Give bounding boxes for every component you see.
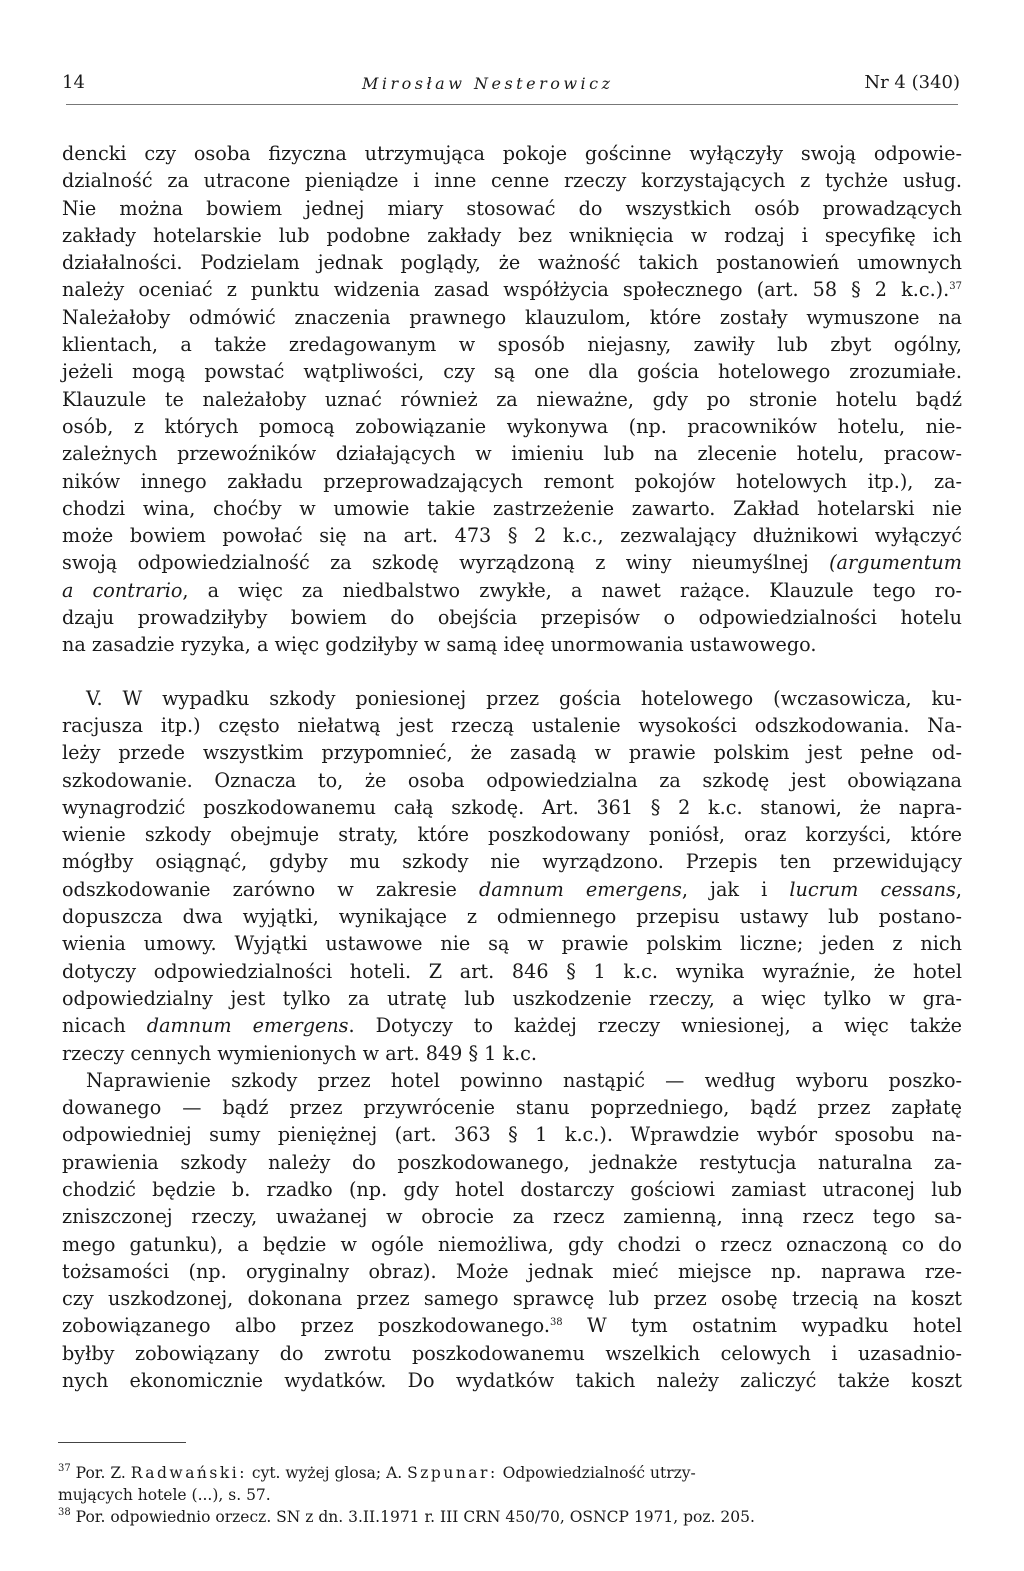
- text-run: W tym ostatnim wypadku hotel: [562, 1314, 962, 1338]
- text-line: dotyczy odpowiedzialności hoteli. Z art. 846 § 1 k.c. wynika wyraźnie, że hotel: [62, 959, 962, 983]
- footnote-37-cont: mujących hotele (...), s. 57.: [58, 1486, 271, 1504]
- text-line: zakłady hotelarskie lub podobne zakłady bez wniknięcia w rodzaj i specyfikę ich: [62, 223, 962, 247]
- text-line: dowanego — bądź przez przywrócenie stanu poprzedniego, bądź przez zapłatę: [62, 1096, 962, 1120]
- text-line: szkodowanie. Oznacza to, że osoba odpowiedzialna za szkodę jest obowiązana: [62, 768, 962, 792]
- footnote-ref-38[interactable]: 38: [549, 1317, 563, 1329]
- text-run: odszkodowanie zarówno w zakresie: [62, 877, 457, 901]
- text-line: czy uszkodzonej, dokonana przez samego sprawcę lub przez osobę trzecią na koszt: [62, 1287, 962, 1311]
- text-line: tożsamości (np. oryginalny obraz). Może jednak mieć miejsce np. naprawa rze-: [62, 1259, 962, 1283]
- cited-author: Szpunar:: [407, 1464, 498, 1482]
- text-line: prawienia szkody należy do poszkodowanego, jednakże restytucja naturalna za-: [62, 1150, 962, 1174]
- text-line: odpowiedzialny jest tylko za utratę lub uszkodzenie rzeczy, a więc tylko w gra-: [62, 986, 962, 1010]
- text-line: działalności. Podzielam jednak poglądy, że ważność takich postanowień umownych: [62, 251, 962, 275]
- cited-author: Radwański:: [130, 1464, 247, 1482]
- text-line: klientach, a także zredagowanym w sposób niejasny, zawiły lub zbyt ogólny,: [62, 333, 962, 357]
- text-line: może bowiem powołać się na art. 473 § 2 k.c., zezwalający dłużnikowi wyłączyć: [62, 524, 962, 548]
- latin-phrase: damnum emergens: [478, 877, 682, 901]
- paragraph-gap: [62, 659, 962, 685]
- text-run: . Dotyczy to każdej rzeczy wniesionej, a więc także: [348, 1014, 962, 1038]
- text-line: zależnych przewoźników działających w imieniu lub na zlecenie hotelu, pracow-: [62, 442, 962, 466]
- text-run: Por. odpowiednio orzecz. SN z dn. 3.II.1971 r. III CRN 450/70, OSNCP 1971, poz. 205.: [75, 1508, 755, 1526]
- text-run: Odpowiedzialność utrzy-: [502, 1464, 696, 1482]
- text-line: Należałoby odmówić znaczenia prawnego klauzulom, które zostały wymuszone na: [62, 305, 962, 329]
- text-line: [62, 1012, 962, 1039]
- text-line: chodzić będzie b. rzadko (np. gdy hotel dostarczy gościowi zamiast utraconej lub: [62, 1177, 962, 1201]
- text-line: wynagrodzić poszkodowanemu całą szkodę. Art. 361 § 2 k.c. stanowi, że napra-: [62, 795, 962, 819]
- running-header: [62, 72, 960, 100]
- text-line: odpowiedniej sumy pieniężnej (art. 363 § 1 k.c.). Wprawdzie wybór sposobu na-: [62, 1123, 962, 1147]
- text-line: dencki czy osoba fizyczna utrzymująca pokoje gościnne wyłączyły swoją odpowie-: [62, 142, 962, 165]
- text-line: racjusza itp.) często niełatwą jest rzeczą ustalenie wysokości odszkodowania. Na-: [62, 713, 962, 737]
- footnotes: [58, 1462, 962, 1528]
- footnote-38: [58, 1506, 962, 1528]
- text-line: chodzi wina, choćby w umowie takie zastrzeżenie zawarto. Zakład hotelarski nie: [62, 496, 962, 520]
- text-line: Klauzule te należałoby uznać również za nieważne, gdy po stronie hotelu bądź: [62, 387, 962, 411]
- text-run: cyt. wyżej glosa; A.: [251, 1464, 403, 1482]
- text-run: swoją odpowiedzialność za szkodę wyrządzoną z winy nieumyślnej: [62, 551, 809, 575]
- latin-phrase: a contrario: [62, 578, 183, 602]
- text-run: ,: [955, 877, 962, 901]
- text-line: dzaju prowadziłyby bowiem do obejścia przepisów o odpowiedzialności hotelu: [62, 606, 962, 630]
- main-text: [62, 140, 962, 1394]
- text-line: [62, 549, 962, 576]
- text-line: mego gatunku), a będzie w ogóle niemożliwa, gdy chodzi o rzecz oznaczoną co do: [62, 1232, 962, 1256]
- issue-number: Nr 4 (340): [864, 72, 960, 93]
- text-line: osób, z których pomocą zobowiązanie wykonywa (np. pracowników hotelu, nie-: [62, 414, 962, 438]
- text-run: zobowiązanego albo przez poszkodowanego.: [62, 1314, 550, 1338]
- text-run: , jak i: [681, 877, 768, 901]
- text-line: rzeczy cennych wymienionych w art. 849 § 1 k.c.: [62, 1041, 538, 1065]
- text-run: należy oceniać z punktu widzenia zasad współżycia społecznego (art. 58 § 2 k.c.).: [62, 278, 950, 302]
- page-number: 14: [62, 72, 85, 93]
- text-line: byłby zobowiązany do zwrotu poszkodowanemu wszelkich celowych i uzasadnio-: [62, 1341, 962, 1365]
- text-run: , a więc za niedbalstwo zwykłe, a nawet rażące. Klauzule tego ro-: [182, 578, 962, 602]
- text-line: [62, 1312, 962, 1339]
- text-line: mógłby osiągnąć, gdyby mu szkody nie wyrządzono. Przepis ten przewidujący: [62, 850, 962, 874]
- text-run: nicach: [62, 1014, 126, 1038]
- latin-phrase: (argumentum: [829, 551, 962, 575]
- text-line: dzialność za utracone pieniądze i inne cenne rzeczy korzystających z tychże usług.: [62, 169, 962, 193]
- latin-phrase: damnum emergens: [146, 1014, 349, 1038]
- text-line: zniszczonej rzeczy, uważanej w obrocie za rzecz zamienną, inną rzecz tego sa-: [62, 1205, 962, 1229]
- header-rule: [66, 104, 958, 105]
- text-line: wienia umowy. Wyjątki ustawowe nie są w prawie polskim liczne; jeden z nich: [62, 932, 962, 956]
- text-line: [62, 577, 962, 604]
- footnote-mark: 37: [58, 1463, 71, 1474]
- text-line: wienie szkody obejmuje straty, które poszkodowany poniósł, oraz korzyści, które: [62, 823, 962, 847]
- text-line: nych ekonomicznie wydatków. Do wydatków takich należy zaliczyć także koszt: [62, 1369, 962, 1393]
- text-line: na zasadzie ryzyka, a więc godziłyby w samą ideę unormowania ustawowego.: [62, 633, 817, 657]
- text-line: [62, 876, 962, 903]
- text-line: Nie można bowiem jednej miary stosować do wszystkich osób prowadzących: [62, 196, 962, 220]
- footnote-rule: [58, 1442, 186, 1443]
- footnote-mark: 38: [58, 1507, 71, 1518]
- footnote-ref-37[interactable]: 37: [949, 281, 962, 293]
- text-line: jeżeli mogą powstać wątpliwości, czy są one dla gościa hotelowego zrozumiałe.: [62, 360, 962, 384]
- latin-phrase: lucrum cessans: [789, 877, 956, 901]
- footnote-37: [58, 1462, 962, 1484]
- text-line: [62, 276, 962, 303]
- text-line: dopuszcza dwa wyjątki, wynikające z odmiennego przepisu ustawy lub postano-: [62, 905, 962, 929]
- text-line: leży przede wszystkim przypomnieć, że zasadą w prawie polskim jest pełne od-: [62, 741, 962, 765]
- running-author: Mirosław Nesterowicz: [362, 74, 614, 93]
- text-line: V. W wypadku szkody poniesionej przez gościa hotelowego (wczasowicza, ku-: [86, 686, 962, 710]
- text-line: Naprawienie szkody przez hotel powinno nastąpić — według wyboru poszko-: [86, 1068, 962, 1092]
- text-run: Por. Z.: [75, 1464, 126, 1482]
- text-line: ników innego zakładu przeprowadzających remont pokojów hotelowych itp.), za-: [62, 469, 962, 493]
